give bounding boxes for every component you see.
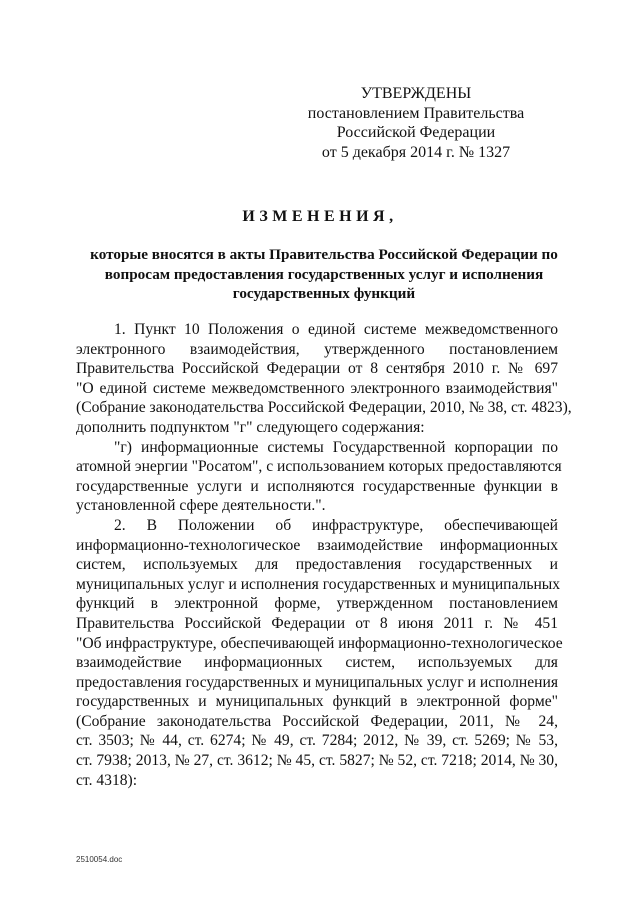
text-line: (Собрание законодательства Российской Федерации, 2010, № 38, ст. 4823),: [76, 399, 572, 417]
text-line: государственные услуги и исполняются государственные функции в: [76, 477, 558, 495]
text-line: предоставления государственных и муниципальных услуг и исполнения: [76, 673, 558, 691]
text-line: муниципальных услуг и исполнения государственных и муниципальных: [76, 575, 561, 593]
text-line: систем, используемых для предоставления государственных и: [76, 556, 558, 574]
approval-line: Российской Федерации: [336, 124, 496, 141]
text-line: ст. 3503; № 44, ст. 6274; № 49, ст. 7284; 2012, № 39, ст. 5269; № 53,: [76, 732, 558, 750]
text-line: ст. 7938; 2013, № 27, ст. 3612; № 45, ст. 5827; № 52, ст. 7218; 2014, № 30,: [76, 752, 558, 770]
text-line: атомной энергии "Росатом", с использованием которых предоставляются: [76, 458, 562, 476]
text-line: (Собрание законодательства Российской Федерации, 2011, № 24,: [76, 712, 558, 730]
document-body: [76, 320, 572, 790]
text-line: ст. 4318):: [76, 771, 138, 789]
text-line: Правительства Российской Федерации от 8 сентября 2010 г. № 697: [76, 360, 558, 378]
text-line: "Об инфраструктуре, обеспечивающей информационно-технологическое: [76, 634, 563, 652]
text-line: установленной сфере деятельности.".: [76, 497, 326, 515]
paragraph-quote: [76, 438, 562, 516]
approval-stamp: [300, 84, 532, 162]
text-line: дополнить подпунктом "г" следующего содержания:: [76, 418, 425, 436]
document-title: ИЗМЕНЕНИЯ,: [242, 208, 398, 225]
text-line: "г) информационные системы Государственной корпорации по: [114, 438, 558, 456]
text-line: 2. В Положении об инфраструктуре, обеспечивающей: [114, 516, 558, 534]
text-line: государственных и муниципальных функций в электронной форме": [76, 693, 558, 711]
text-line: информационно-технологическое взаимодействие информационных: [76, 536, 558, 554]
text-line: функций в электронной форме, утвержденном постановлением: [76, 595, 558, 613]
text-line: "О единой системе межведомственного электронного взаимодействия": [76, 379, 558, 397]
paragraph-item-2: [76, 516, 563, 790]
paragraph-item-1: [76, 320, 572, 438]
text-line: 1. Пункт 10 Положения о единой системе межведомственного: [114, 321, 558, 338]
subtitle-line: которые вносятся в акты Правительства Российской Федерации по: [90, 246, 558, 263]
document-file-label: 2510054.doc: [76, 855, 123, 864]
document-subtitle: [90, 245, 558, 304]
approval-heading: УТВЕРЖДЕНЫ: [360, 85, 472, 102]
approval-line: постановлением Правительства: [307, 104, 525, 122]
subtitle-line: государственных функций: [232, 285, 416, 302]
approval-date-number: от 5 декабря 2014 г. № 1327: [321, 143, 511, 161]
subtitle-line: вопросам предоставления государственных услуг и исполнения: [104, 265, 544, 283]
text-line: взаимодействие информационных систем, используемых для: [76, 654, 558, 672]
text-line: Правительства Российской Федерации от 8 июня 2011 г. № 451: [76, 614, 558, 632]
text-line: электронного взаимодействия, утвержденного постановлением: [76, 340, 558, 358]
